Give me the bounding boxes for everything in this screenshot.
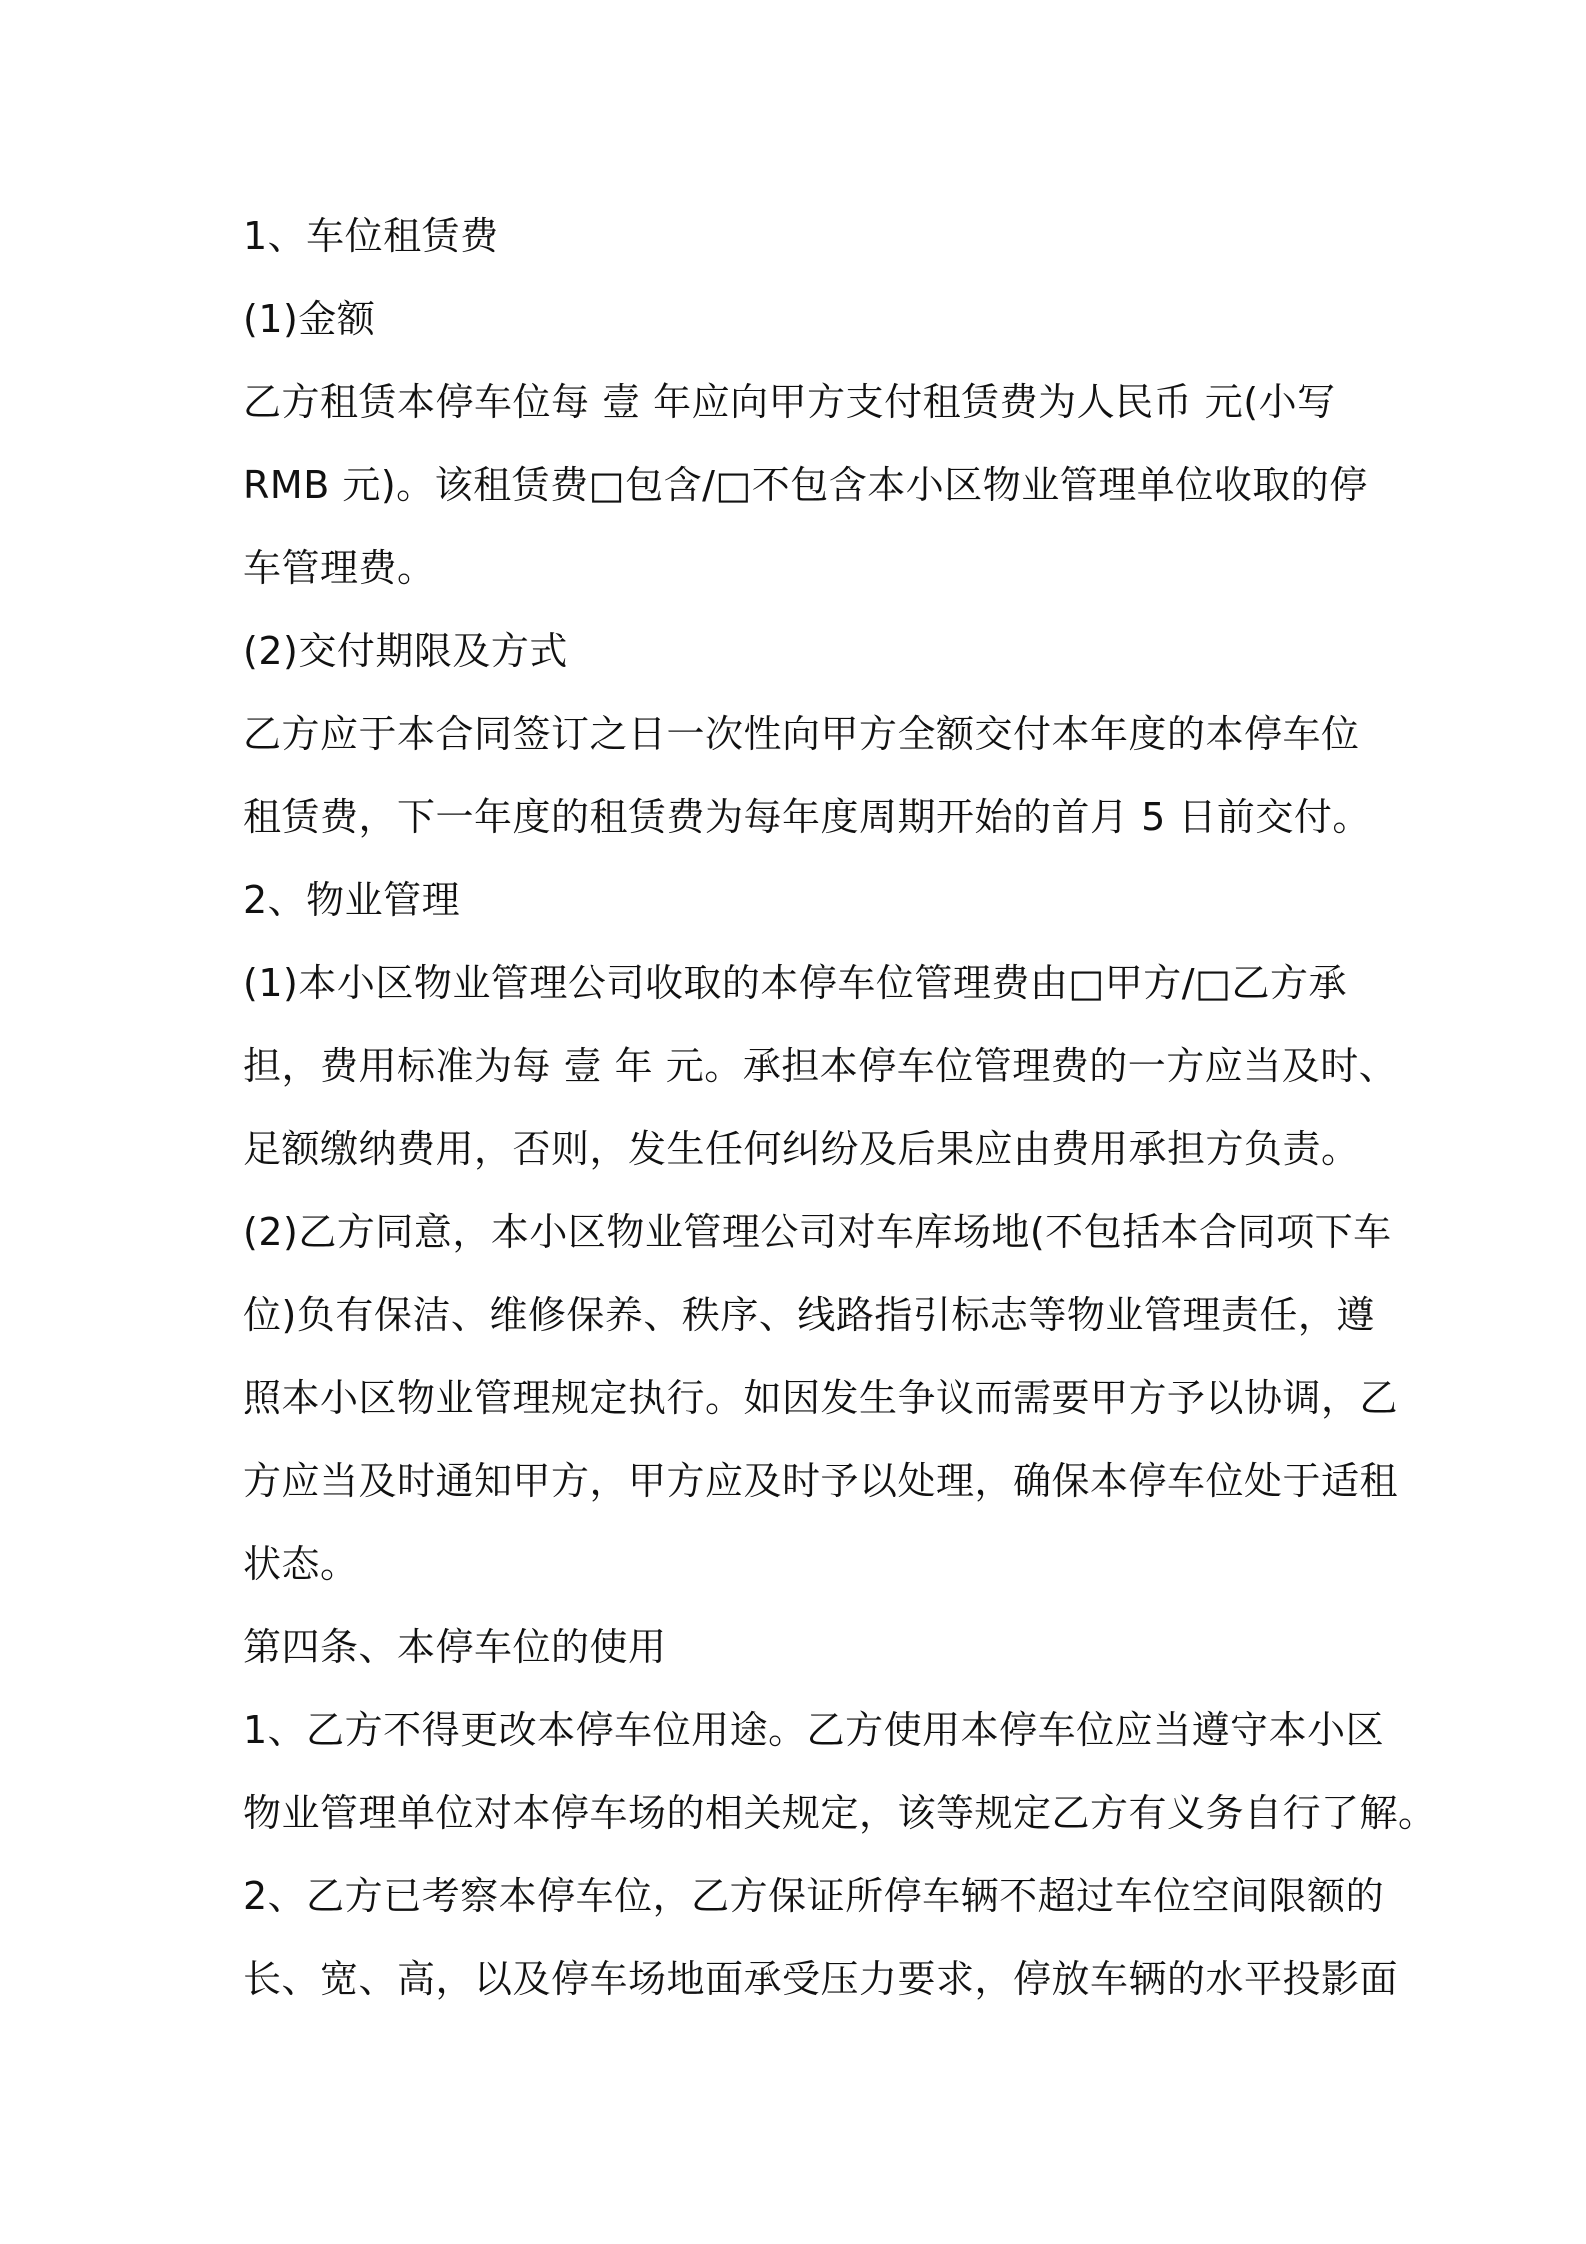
section-heading-property-management: 2、物业管理: [243, 878, 461, 922]
paragraph-line: 车管理费。: [243, 546, 436, 590]
paragraph-line: 照本小区物业管理规定执行。如因发生争议而需要甲方予以协调，乙: [243, 1376, 1399, 1420]
paragraph-line: 位)负有保洁、维修保养、秩序、线路指引标志等物业管理责任，遵: [243, 1293, 1375, 1337]
paragraph-line: 乙方应于本合同签订之日一次性向甲方全额交付本年度的本停车位: [243, 712, 1360, 756]
paragraph-line: (1)本小区物业管理公司收取的本停车位管理费由□甲方/□乙方承: [243, 961, 1347, 1005]
paragraph-line: 租赁费，下一年度的租赁费为每年度周期开始的首月 5 日前交付。: [243, 795, 1371, 839]
article-heading-usage: 第四条、本停车位的使用: [243, 1625, 667, 1669]
section-heading-rent-fee: 1、车位租赁费: [243, 214, 499, 258]
paragraph-line: 乙方租赁本停车位每 壹 年应向甲方支付租赁费为人民币 元(小写: [243, 380, 1336, 424]
paragraph-line: 长、宽、高，以及停车场地面承受压力要求，停放车辆的水平投影面: [243, 1957, 1399, 2001]
paragraph-line: (2)乙方同意，本小区物业管理公司对车库场地(不包括本合同项下车: [243, 1210, 1392, 1254]
paragraph-line: 2、乙方已考察本停车位，乙方保证所停车辆不超过车位空间限额的: [243, 1874, 1385, 1918]
paragraph-line: 方应当及时通知甲方，甲方应及时予以处理，确保本停车位处于适租: [243, 1459, 1399, 1503]
paragraph-line: 1、乙方不得更改本停车位用途。乙方使用本停车位应当遵守本小区: [243, 1708, 1385, 1752]
subheading-payment-terms: (2)交付期限及方式: [243, 629, 568, 673]
paragraph-line: 物业管理单位对本停车场的相关规定，该等规定乙方有义务自行了解。: [243, 1791, 1437, 1835]
paragraph-line: 担，费用标准为每 壹 年 元。承担本停车位管理费的一方应当及时、: [243, 1044, 1398, 1088]
paragraph-line: 足额缴纳费用，否则，发生任何纠纷及后果应由费用承担方负责。: [243, 1127, 1360, 1171]
subheading-amount: (1)金额: [243, 297, 376, 341]
paragraph-line: RMB 元)。该租赁费□包含/□不包含本小区物业管理单位收取的停: [243, 463, 1368, 507]
document-body: [243, 195, 1437, 2021]
paragraph-line: 状态。: [243, 1542, 359, 1586]
